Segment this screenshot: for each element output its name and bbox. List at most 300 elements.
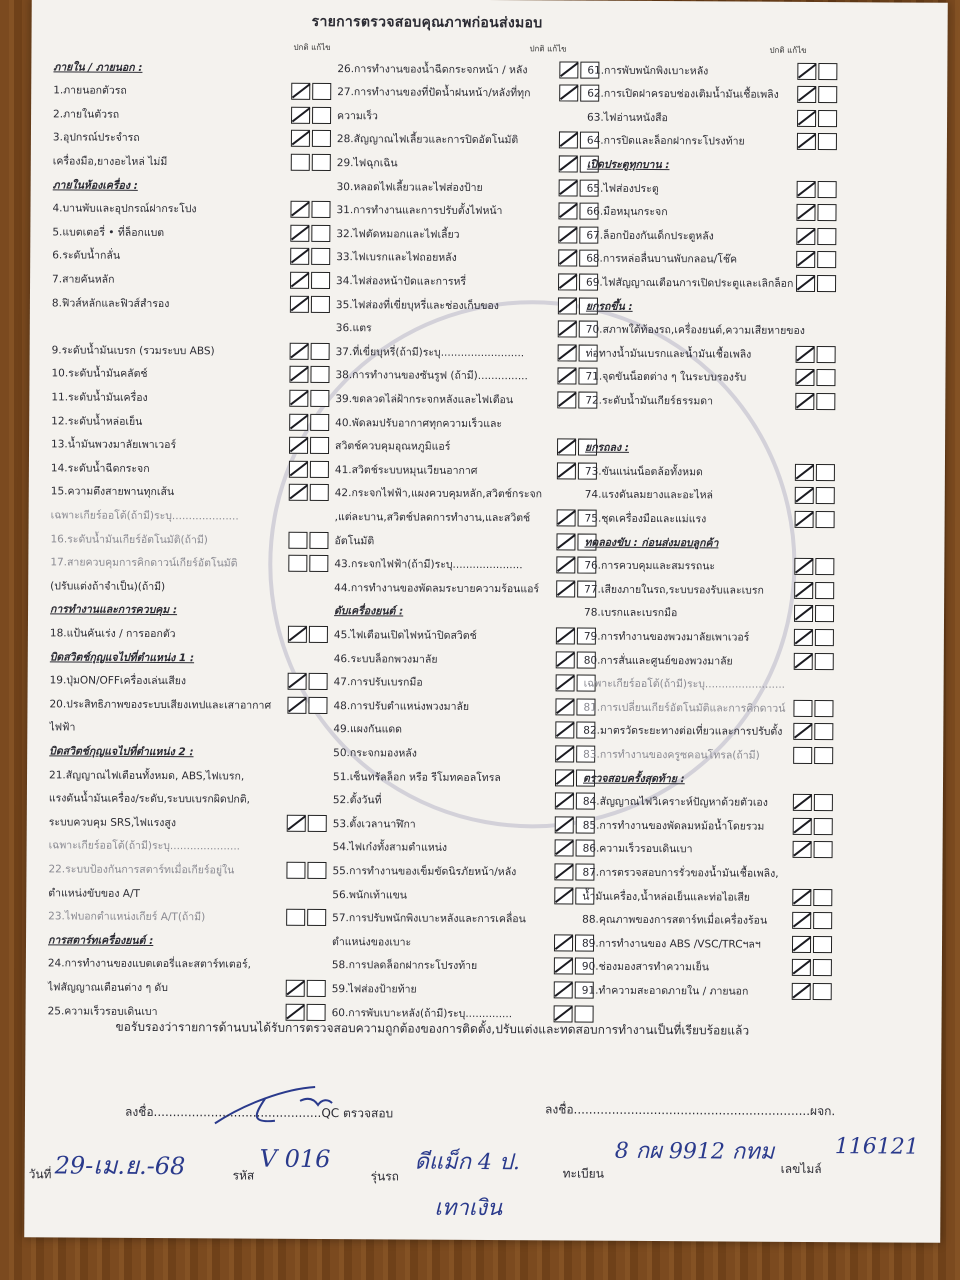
fix-checkbox[interactable] xyxy=(817,275,836,292)
fix-checkbox[interactable] xyxy=(308,697,327,714)
normal-checkbox[interactable] xyxy=(290,342,309,359)
fix-checkbox[interactable] xyxy=(311,248,330,265)
normal-checkbox[interactable] xyxy=(797,133,816,150)
normal-checkbox[interactable] xyxy=(555,722,574,739)
normal-checkbox[interactable] xyxy=(555,840,574,857)
checklist-item xyxy=(586,271,836,295)
checklist-item xyxy=(337,81,599,105)
checklist-item-label: 6.ระดับน้ำกลั่น xyxy=(52,249,121,263)
normal-checkbox[interactable] xyxy=(558,203,577,220)
normal-checkbox[interactable] xyxy=(557,391,576,408)
normal-checkbox[interactable] xyxy=(556,580,575,597)
normal-checkbox[interactable] xyxy=(290,272,309,289)
checklist-item xyxy=(52,291,330,315)
fix-checkbox[interactable] xyxy=(312,107,331,124)
checklist-item xyxy=(582,955,832,979)
normal-checkbox[interactable] xyxy=(554,934,573,951)
normal-checkbox[interactable] xyxy=(289,413,308,430)
normal-checkbox[interactable] xyxy=(794,652,813,669)
section-heading-label: บิดสวิตช์กุญแจไปที่ตำแหน่ง 2 : xyxy=(49,745,194,759)
normal-checkbox[interactable] xyxy=(794,558,813,575)
normal-checkbox[interactable] xyxy=(556,675,575,692)
checklist-item-label: เครื่องมือ,ยางอะไหล่ ไม่มี xyxy=(52,155,168,168)
checklist-item-label: 33.ไฟเบรกและไฟถอยหลัง xyxy=(336,251,457,265)
checklist-item-label: 79.การทำงานของพวงมาลัยเพาเวอร์ xyxy=(583,630,750,644)
checklist-item-label: 50.กระจกมองหลัง xyxy=(333,746,417,760)
checklist-item-label: 21.สัญญาณไฟเตือนทั้งหมด, ABS,ไฟเบรก, xyxy=(49,768,245,783)
normal-checkbox[interactable] xyxy=(291,106,310,123)
date-value: 29-เม.ย.-68 xyxy=(54,1151,186,1181)
checkbox-pair xyxy=(795,487,835,504)
fix-checkbox[interactable] xyxy=(310,461,329,478)
checklist-item xyxy=(333,836,595,860)
normal-checkbox[interactable] xyxy=(288,555,307,572)
fix-checkbox[interactable] xyxy=(815,605,834,622)
checkbox-pair xyxy=(287,696,327,713)
checklist-item xyxy=(584,649,834,673)
fix-checkbox[interactable] xyxy=(814,723,833,740)
checklist-item-label: 73.ขันแน่นน็อตล้อทั้งหมด xyxy=(584,465,703,479)
normal-checkbox[interactable] xyxy=(289,484,308,501)
fix-checkbox[interactable] xyxy=(311,295,330,312)
checklist-item xyxy=(332,907,594,931)
section-heading-label: ยกรถลง : xyxy=(585,441,630,454)
normal-checkbox[interactable] xyxy=(556,651,575,668)
normal-checkbox[interactable] xyxy=(554,863,573,880)
checkbox-pair xyxy=(290,224,330,241)
checklist-item xyxy=(333,812,595,836)
checklist-item-label: 1.ภายนอกตัวรถ xyxy=(53,84,127,97)
normal-checkbox[interactable] xyxy=(288,531,307,548)
normal-checkbox[interactable] xyxy=(554,887,573,904)
checklist-item-label: 77.เสียงภายในรถ,ระบบรองรับและเบรก xyxy=(584,583,764,597)
normal-checkbox[interactable] xyxy=(291,130,310,147)
checklist-item-label: สวิตช์ควบคุมอุณหภูมิแอร์ xyxy=(335,440,451,453)
fix-checkbox[interactable] xyxy=(813,889,832,906)
normal-checkbox[interactable] xyxy=(797,62,816,79)
checklist-item xyxy=(333,765,595,789)
normal-checkbox[interactable] xyxy=(793,794,812,811)
section-heading xyxy=(583,767,833,791)
fix-checkbox[interactable] xyxy=(814,818,833,835)
normal-checkbox[interactable] xyxy=(559,155,578,172)
normal-checkbox[interactable] xyxy=(797,180,816,197)
checklist-item-label: 47.การปรับเบรกมือ xyxy=(333,676,423,689)
normal-checkbox[interactable] xyxy=(559,179,578,196)
column-header-1: ปกติ แก้ไข xyxy=(293,42,331,53)
fix-checkbox[interactable] xyxy=(309,531,328,548)
fix-checkbox[interactable] xyxy=(814,700,833,717)
fix-checkbox[interactable] xyxy=(309,626,328,643)
normal-checkbox[interactable] xyxy=(556,627,575,644)
checklist-item xyxy=(52,221,330,245)
checkbox-pair xyxy=(288,673,328,690)
fix-checkbox[interactable] xyxy=(817,228,836,245)
fix-checkbox[interactable] xyxy=(818,181,837,198)
checklist-item xyxy=(336,340,598,364)
normal-checkbox[interactable] xyxy=(792,888,811,905)
checkbox-pair xyxy=(792,983,832,1000)
checklist-item-label: 70.สภาพใต้ท้องรถ,เครื่องยนต์,ความเสียหายของ xyxy=(585,323,805,338)
checkbox-pair xyxy=(795,511,835,528)
normal-checkbox[interactable] xyxy=(796,275,815,292)
normal-checkbox[interactable] xyxy=(287,696,306,713)
fix-checkbox[interactable] xyxy=(815,629,834,646)
checklist-item-label: 91.ทำความสะอาดภายใน / ภายนอก xyxy=(581,984,749,998)
fix-checkbox[interactable] xyxy=(311,225,330,242)
checklist-item xyxy=(334,529,596,553)
checklist-item xyxy=(336,199,598,223)
normal-checkbox[interactable] xyxy=(286,909,305,926)
normal-checkbox[interactable] xyxy=(792,959,811,976)
fix-checkbox[interactable] xyxy=(816,487,835,504)
fix-checkbox[interactable] xyxy=(311,343,330,360)
checklist-item-label: 12.ระดับน้ำหล่อเย็น xyxy=(51,414,143,428)
normal-checkbox[interactable] xyxy=(288,626,307,643)
normal-checkbox[interactable] xyxy=(286,862,305,879)
normal-checkbox[interactable] xyxy=(291,154,310,171)
checklist-item xyxy=(48,952,326,976)
normal-checkbox[interactable] xyxy=(555,769,574,786)
normal-checkbox[interactable] xyxy=(795,464,814,481)
normal-checkbox[interactable] xyxy=(555,816,574,833)
fix-checkbox[interactable] xyxy=(310,484,329,501)
checklist-item-label: 87.การตรวจสอบการรั่วของน้ำมันเชื้อเพลิง, xyxy=(582,866,779,880)
fix-checkbox[interactable] xyxy=(813,912,832,929)
checklist-item xyxy=(49,834,327,858)
fix-checkbox[interactable] xyxy=(818,133,837,150)
checkbox-pair xyxy=(796,275,836,292)
fix-checkbox[interactable] xyxy=(312,83,331,100)
checklist-item xyxy=(50,622,328,646)
checklist-item xyxy=(52,339,330,363)
normal-checkbox[interactable] xyxy=(797,86,816,103)
checklist-item xyxy=(51,433,329,457)
checkbox-pair xyxy=(793,723,833,740)
normal-checkbox[interactable] xyxy=(793,841,812,858)
checklist-item xyxy=(586,342,836,366)
checklist-item-label: 8.ฟิวส์หลักและฟิวส์สำรอง xyxy=(51,296,170,310)
checkbox-pair xyxy=(289,460,329,477)
checklist-item-label: 7.สายคันหลัก xyxy=(52,273,115,286)
checklist-item-label: 15.ความตึงสายพานทุกเส้น xyxy=(50,485,175,499)
checklist-item-label: 44.การทำงานของพัดลมระบายความร้อนแอร์ xyxy=(334,581,540,596)
normal-checkbox[interactable] xyxy=(558,344,577,361)
checklist-item xyxy=(585,507,835,531)
normal-checkbox[interactable] xyxy=(794,605,813,622)
normal-checkbox[interactable] xyxy=(289,437,308,454)
checklist-item xyxy=(586,318,836,342)
checklist-item xyxy=(48,858,326,882)
checkbox-pair xyxy=(792,936,832,953)
normal-checkbox[interactable] xyxy=(556,533,575,550)
normal-checkbox[interactable] xyxy=(288,673,307,690)
checklist-item-label: เฉพาะเกียร์ออโต้(ถ้ามี)ระบุ..................... xyxy=(48,839,241,853)
checklist-item-label: 36.แตร xyxy=(335,322,372,335)
fix-checkbox[interactable] xyxy=(816,393,835,410)
checklist-item-label: 35.ไฟส่องที่เขี่ยบุหรี่และช่องเก็บของ xyxy=(335,298,499,312)
checklist-item-label: 69.ไฟสัญญาณเตือนการเปิดประตูและเลิกล็อก xyxy=(586,276,794,290)
normal-checkbox[interactable] xyxy=(796,251,815,268)
checklist-item-label xyxy=(585,424,835,426)
model-label: รุ่นรถ xyxy=(370,1169,400,1184)
fix-checkbox[interactable] xyxy=(307,909,326,926)
normal-checkbox[interactable] xyxy=(558,226,577,243)
checklist-item-label: 5.แบตเตอรี่ • ที่ล็อกแบต xyxy=(52,226,165,239)
checkbox-pair xyxy=(290,342,330,359)
fix-checkbox[interactable] xyxy=(307,862,326,879)
checkbox-pair xyxy=(291,83,331,100)
section-heading-label: ทดลองขับ : ก่อนส่งมอบลูกค้า xyxy=(584,536,719,549)
checklist-item-label: 59.ไฟส่องป้ายท้าย xyxy=(331,982,417,996)
mileage-value: 116121 xyxy=(834,1134,919,1160)
fix-checkbox[interactable] xyxy=(311,201,330,218)
normal-checkbox[interactable] xyxy=(792,936,811,953)
checklist-item-label: 23.ไฟบอกตำแหน่งเกียร์ A/T(ถ้ามี) xyxy=(48,910,206,924)
normal-checkbox[interactable] xyxy=(795,511,814,528)
checklist-item xyxy=(583,837,833,861)
fix-checkbox[interactable] xyxy=(815,653,834,670)
checklist-item-label: 86.ความเร็วรอบเดินเบา xyxy=(582,842,693,856)
checklist-item xyxy=(333,741,595,765)
checklist-item xyxy=(585,413,835,437)
checklist-item xyxy=(53,150,331,174)
normal-checkbox[interactable] xyxy=(795,487,814,504)
checklist-item xyxy=(336,269,598,293)
fix-checkbox[interactable] xyxy=(815,582,834,599)
fix-checkbox[interactable] xyxy=(817,251,836,268)
checkbox-pair xyxy=(794,605,834,622)
fix-checkbox[interactable] xyxy=(815,558,834,575)
checklist-item-label: 89.การทำงานของ ABS /VSC/TRCฯลฯ xyxy=(581,937,761,951)
checklist-column-2 xyxy=(331,57,599,1020)
checklist-item-label: 11.ระดับน้ำมันเครื่อง xyxy=(51,391,148,404)
mileage-label: เลขไมล์ xyxy=(780,1161,822,1177)
section-heading xyxy=(48,929,326,953)
checklist-item-label: น้ำมันเครื่อง,น้ำหล่อเย็นและท่อไอเสีย xyxy=(582,890,751,904)
checkbox-pair xyxy=(287,814,327,831)
checklist-item xyxy=(332,977,594,1001)
checklist-item-label: 83.การทำงานของครูซคอนโทรล(ถ้ามี) xyxy=(583,748,760,762)
fix-checkbox[interactable] xyxy=(310,366,329,383)
fix-checkbox[interactable] xyxy=(816,511,835,528)
normal-checkbox[interactable] xyxy=(557,509,576,526)
checklist-item-label: 66.มือหมุนกระจก xyxy=(586,205,668,219)
checklist-item-label: 26.การทำงานของน้ำฉีดกระจกหน้า / หลัง xyxy=(337,62,528,76)
checkbox-pair xyxy=(797,86,837,103)
normal-checkbox[interactable] xyxy=(289,366,308,383)
normal-checkbox[interactable] xyxy=(793,700,812,717)
checklist-item-label: 78.เบรกและเบรกมือ xyxy=(584,606,678,620)
fix-checkbox[interactable] xyxy=(310,437,329,454)
fix-checkbox[interactable] xyxy=(312,130,331,147)
checklist-item xyxy=(337,57,599,81)
model-value: ดีแม็ก 4 ป. xyxy=(414,1149,520,1176)
checklist-item xyxy=(587,82,837,106)
normal-checkbox[interactable] xyxy=(286,980,305,997)
normal-checkbox[interactable] xyxy=(792,912,811,929)
normal-checkbox[interactable] xyxy=(557,439,576,456)
checklist-item xyxy=(336,222,598,246)
plate-value: 8 กผ 9912 กทม xyxy=(614,1138,775,1165)
checkbox-pair xyxy=(291,130,331,147)
normal-checkbox[interactable] xyxy=(797,110,816,127)
normal-checkbox[interactable] xyxy=(796,228,815,245)
checklist-item-label: 81.การเปลี่ยนเกียร์อัตโนมัติและการคิกดาวน์ xyxy=(583,701,786,715)
normal-checkbox[interactable] xyxy=(290,248,309,265)
checklist-item-label: 80.การสั่นและศูนย์ของพวงมาลัย xyxy=(583,654,733,668)
checklist-item xyxy=(53,79,331,103)
fix-checkbox[interactable] xyxy=(310,413,329,430)
normal-checkbox[interactable] xyxy=(795,369,814,386)
fix-checkbox[interactable] xyxy=(814,747,833,764)
checklist-item-label: 85.การทำงานของพัดลมหม้อน้ำโดยรวม xyxy=(582,819,765,833)
fix-checkbox[interactable] xyxy=(309,673,328,690)
checklist-item xyxy=(53,126,331,150)
checklist-item-label: 22.ระบบป้องกันการสตาร์ทเมื่อเกียร์อยู่ใน xyxy=(48,863,235,877)
manager-sign-line: ลงชื่อ..............................................................ผจก. xyxy=(544,1102,836,1119)
checklist-item-label: 55.การทำงานของเข็มขัดนิรภัยหน้า/หลัง xyxy=(332,864,517,879)
normal-checkbox[interactable] xyxy=(793,818,812,835)
checklist-item-label: 49.แผงกันแดด xyxy=(333,723,403,736)
normal-checkbox[interactable] xyxy=(555,698,574,715)
normal-checkbox[interactable] xyxy=(554,981,573,998)
checklist-item-label: 72.ระดับน้ำมันเกียร์ธรรมดา xyxy=(585,394,714,408)
fix-checkbox[interactable] xyxy=(818,110,837,127)
checklist-item xyxy=(336,317,598,341)
fix-checkbox[interactable] xyxy=(813,959,832,976)
fix-checkbox[interactable] xyxy=(813,936,832,953)
fix-checkbox[interactable] xyxy=(816,369,835,386)
fix-checkbox[interactable] xyxy=(816,464,835,481)
checkbox-pair xyxy=(289,484,329,501)
fix-checkbox[interactable] xyxy=(312,154,331,171)
normal-checkbox[interactable] xyxy=(558,297,577,314)
normal-checkbox[interactable] xyxy=(554,958,573,975)
normal-checkbox[interactable] xyxy=(290,224,309,241)
normal-checkbox[interactable] xyxy=(559,61,578,78)
checklist-item-label: 76.การควบคุมและสมรรถนะ xyxy=(584,559,716,573)
fix-checkbox[interactable] xyxy=(308,815,327,832)
checklist-item xyxy=(51,504,329,528)
checkbox-pair xyxy=(797,62,837,79)
normal-checkbox[interactable] xyxy=(291,83,310,100)
normal-checkbox[interactable] xyxy=(792,983,811,1000)
checklist-item-label: ความเร็ว xyxy=(337,109,378,123)
normal-checkbox[interactable] xyxy=(793,747,812,764)
checklist-item-label: 71.จุดขันน็อตต่าง ๆ ในระบบรองรับ xyxy=(585,370,747,384)
checklist-item-label: 46.ระบบล็อกพวงมาลัย xyxy=(333,652,438,666)
checklist-item xyxy=(337,104,599,128)
checklist-item-label: ตำแหน่งของเบาะ xyxy=(331,935,412,949)
fix-checkbox[interactable] xyxy=(817,346,836,363)
normal-checkbox[interactable] xyxy=(796,346,815,363)
checklist-item xyxy=(585,483,835,507)
normal-checkbox[interactable] xyxy=(287,814,306,831)
column-header-2: ปกติ แก้ไข xyxy=(529,44,567,54)
normal-checkbox[interactable] xyxy=(290,295,309,312)
section-heading xyxy=(53,55,331,79)
checkbox-pair xyxy=(286,909,326,926)
checklist-item xyxy=(52,315,330,339)
code-label: รหัส xyxy=(232,1168,255,1183)
normal-checkbox[interactable] xyxy=(793,723,812,740)
fix-checkbox[interactable] xyxy=(818,63,837,80)
normal-checkbox[interactable] xyxy=(557,462,576,479)
checkbox-pair xyxy=(288,531,328,548)
checklist-item xyxy=(583,743,833,767)
normal-checkbox[interactable] xyxy=(559,132,578,149)
checklist-item-label: 62.การเปิดฝาครอบช่องเติมน้ำมันเชื้อเพลิง xyxy=(587,87,779,101)
normal-checkbox[interactable] xyxy=(558,321,577,338)
fix-checkbox[interactable] xyxy=(311,272,330,289)
checklist-item xyxy=(52,244,330,268)
section-heading-label: การทำงานและการควบคุม : xyxy=(50,603,178,617)
normal-checkbox[interactable] xyxy=(558,273,577,290)
form-title: รายการตรวจสอบคุณภาพก่อนส่งมอบ xyxy=(311,13,543,32)
checkbox-pair xyxy=(288,555,328,572)
checklist-item xyxy=(335,505,597,529)
normal-checkbox[interactable] xyxy=(558,250,577,267)
normal-checkbox[interactable] xyxy=(555,793,574,810)
checklist-item-label: ตำแหน่งขับของ A/T xyxy=(48,886,141,900)
checklist-item-label: 61.การพับพนักพิงเบาะหลัง xyxy=(587,64,709,77)
normal-checkbox[interactable] xyxy=(559,85,578,102)
checklist-item xyxy=(51,409,329,433)
fix-checkbox[interactable] xyxy=(817,204,836,221)
section-heading xyxy=(584,531,834,555)
fix-checkbox[interactable] xyxy=(309,555,328,572)
checklist-item-label: ไฟสัญญาณเตือนต่าง ๆ ดับ xyxy=(47,981,168,994)
checkbox-pair xyxy=(795,464,835,481)
normal-checkbox[interactable] xyxy=(555,745,574,762)
checklist-item-label: ท่อทางน้ำมันเบรกและน้ำมันเชื้อเพลิง xyxy=(585,347,752,361)
normal-checkbox[interactable] xyxy=(794,582,813,599)
checklist-item-label: (ปรับแต่งถ้าจำเป็น)(ถ้ามี) xyxy=(50,580,166,593)
normal-checkbox[interactable] xyxy=(796,204,815,221)
fix-checkbox[interactable] xyxy=(814,794,833,811)
normal-checkbox[interactable] xyxy=(557,368,576,385)
section-heading-label: เปิดประตูทุกบาน : xyxy=(586,158,670,172)
normal-checkbox[interactable] xyxy=(289,460,308,477)
fix-checkbox[interactable] xyxy=(814,841,833,858)
normal-checkbox[interactable] xyxy=(794,629,813,646)
qc-sign-line: ลงชื่อ............................................QC ตรวจสอบ xyxy=(124,1104,394,1121)
checklist-item xyxy=(49,811,327,835)
normal-checkbox[interactable] xyxy=(556,557,575,574)
checklist-item xyxy=(334,647,596,671)
checklist-item xyxy=(584,554,834,578)
fix-checkbox[interactable] xyxy=(310,390,329,407)
normal-checkbox[interactable] xyxy=(795,393,814,410)
fix-checkbox[interactable] xyxy=(813,983,832,1000)
normal-checkbox[interactable] xyxy=(289,390,308,407)
checklist-item-label: เฉพาะเกียร์ออโต้(ถ้ามี)ระบุ.................... xyxy=(50,509,239,523)
normal-checkbox[interactable] xyxy=(290,201,309,218)
checkbox-pair xyxy=(793,794,833,811)
inspection-form xyxy=(24,0,948,1243)
checklist-item xyxy=(51,480,329,504)
checkbox-pair xyxy=(793,818,833,835)
checklist-item-label: 42.กระจกไฟฟ้า,แผงควบคุมหลัก,สวิตช์กระจก xyxy=(334,487,543,501)
checklist-item-label: 25.ความเร็วรอบเดินเบา xyxy=(47,1004,158,1018)
fix-checkbox[interactable] xyxy=(818,86,837,103)
section-heading-label: ภายใน / ภายนอก : xyxy=(53,60,143,74)
checklist-item-label: 75.ชุดเครื่องมือและแม่แรง xyxy=(584,512,707,526)
checklist-item-label: 82.มาตรวัดระยะทางต่อเที่ยวและการปรับตั้ง xyxy=(583,724,783,739)
checklist-item xyxy=(583,814,833,838)
fix-checkbox[interactable] xyxy=(307,980,326,997)
